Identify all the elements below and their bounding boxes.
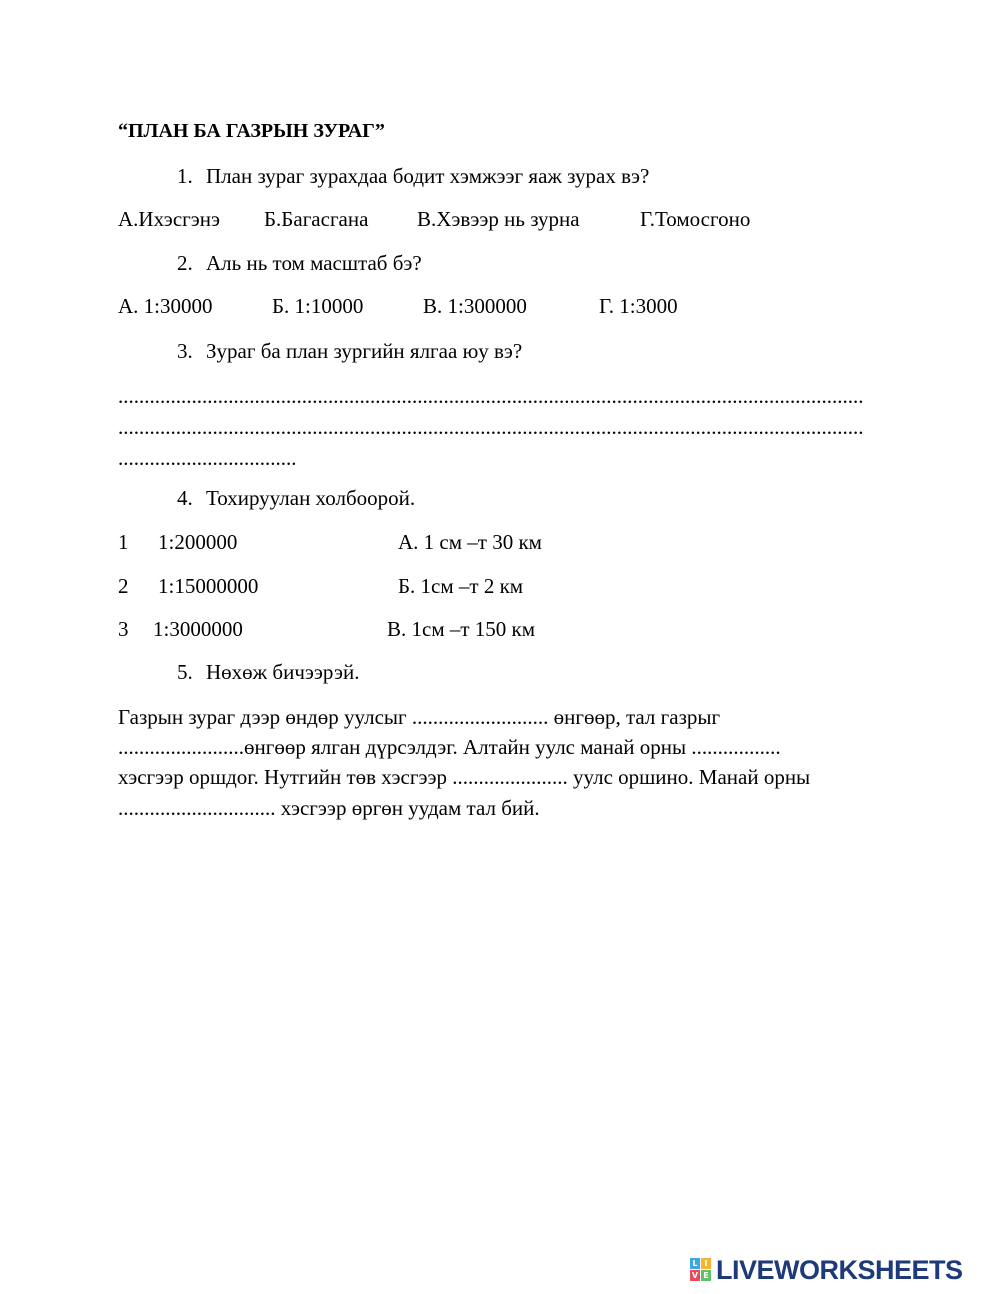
fill-in-line-3[interactable]: хэсгээр оршдог. Нутгийн төв хэсгээр ...................... уулс оршино. Манай орны — [118, 765, 811, 789]
q2-option-c[interactable]: В. 1:300000 — [423, 294, 527, 318]
logo-cell-e: E — [701, 1270, 711, 1281]
q1-option-b[interactable]: Б.Багасгана — [264, 207, 369, 231]
liveworksheets-brand — [690, 1255, 963, 1285]
match-row-2-number: 2 — [118, 574, 129, 598]
fill-in-line-4[interactable]: .............................. хэсгээр өргөн уудам тал бий. — [118, 796, 540, 820]
fill-in-line-1[interactable]: Газрын зураг дээр өндөр уулсыг .......................... өнгөөр, тал газрыг — [118, 705, 721, 729]
question-4-number: 4. — [177, 486, 193, 510]
q3-answer-line-2[interactable]: .............................................................................................................................................. — [118, 415, 864, 439]
liveworksheets-logo-icon — [690, 1258, 712, 1282]
question-2-text: Аль нь том масштаб бэ? — [206, 251, 422, 275]
q2-option-b[interactable]: Б. 1:10000 — [272, 294, 364, 318]
logo-cell-i: I — [701, 1258, 711, 1269]
question-3-number: 3. — [177, 339, 193, 363]
question-1-number: 1. — [177, 164, 193, 188]
question-5-number: 5. — [177, 660, 193, 684]
match-row-1-number: 1 — [118, 530, 129, 554]
q1-option-d[interactable]: Г.Томосгоно — [640, 207, 751, 231]
question-3-text: Зураг ба план зургийн ялгаа юу вэ? — [206, 339, 523, 363]
page-title: “ПЛАН БА ГАЗРЫН ЗУРАГ” — [118, 120, 385, 142]
match-row-2-option[interactable]: Б. 1см –т 2 км — [398, 574, 524, 598]
match-row-1-scale[interactable]: 1:200000 — [158, 530, 238, 554]
logo-cell-l: L — [690, 1258, 700, 1269]
match-row-3-option[interactable]: В. 1см –т 150 км — [387, 617, 536, 641]
match-row-3-number: 3 — [118, 617, 129, 641]
q2-option-a[interactable]: А. 1:30000 — [118, 294, 213, 318]
fill-in-line-2[interactable]: ........................өнгөөр ялган дүрсэлдэг. Алтайн уулс манай орны ................. — [118, 735, 781, 759]
match-row-3-scale[interactable]: 1:3000000 — [153, 617, 243, 641]
q1-option-c[interactable]: В.Хэвээр нь зурна — [417, 207, 580, 231]
match-row-2-scale[interactable]: 1:15000000 — [158, 574, 259, 598]
logo-cell-v: V — [691, 1271, 699, 1280]
q1-option-a[interactable]: А.Ихэсгэнэ — [118, 207, 221, 231]
liveworksheets-wordmark: LIVEWORKSHEETS — [716, 1254, 963, 1285]
question-4-text: Тохируулан холбоорой. — [206, 486, 416, 510]
question-2-number: 2. — [177, 251, 193, 275]
q2-option-d[interactable]: Г. 1:3000 — [599, 294, 678, 318]
q3-answer-line-1[interactable]: .............................................................................................................................................. — [118, 384, 864, 408]
question-5-text: Нөхөж бичээрэй. — [206, 660, 360, 684]
q3-answer-line-3[interactable]: .................................. — [118, 446, 297, 470]
match-row-1-option[interactable]: А. 1 см –т 30 км — [398, 530, 542, 554]
question-1-text: План зураг зурахдаа бодит хэмжээг яаж зурах вэ? — [206, 164, 650, 188]
